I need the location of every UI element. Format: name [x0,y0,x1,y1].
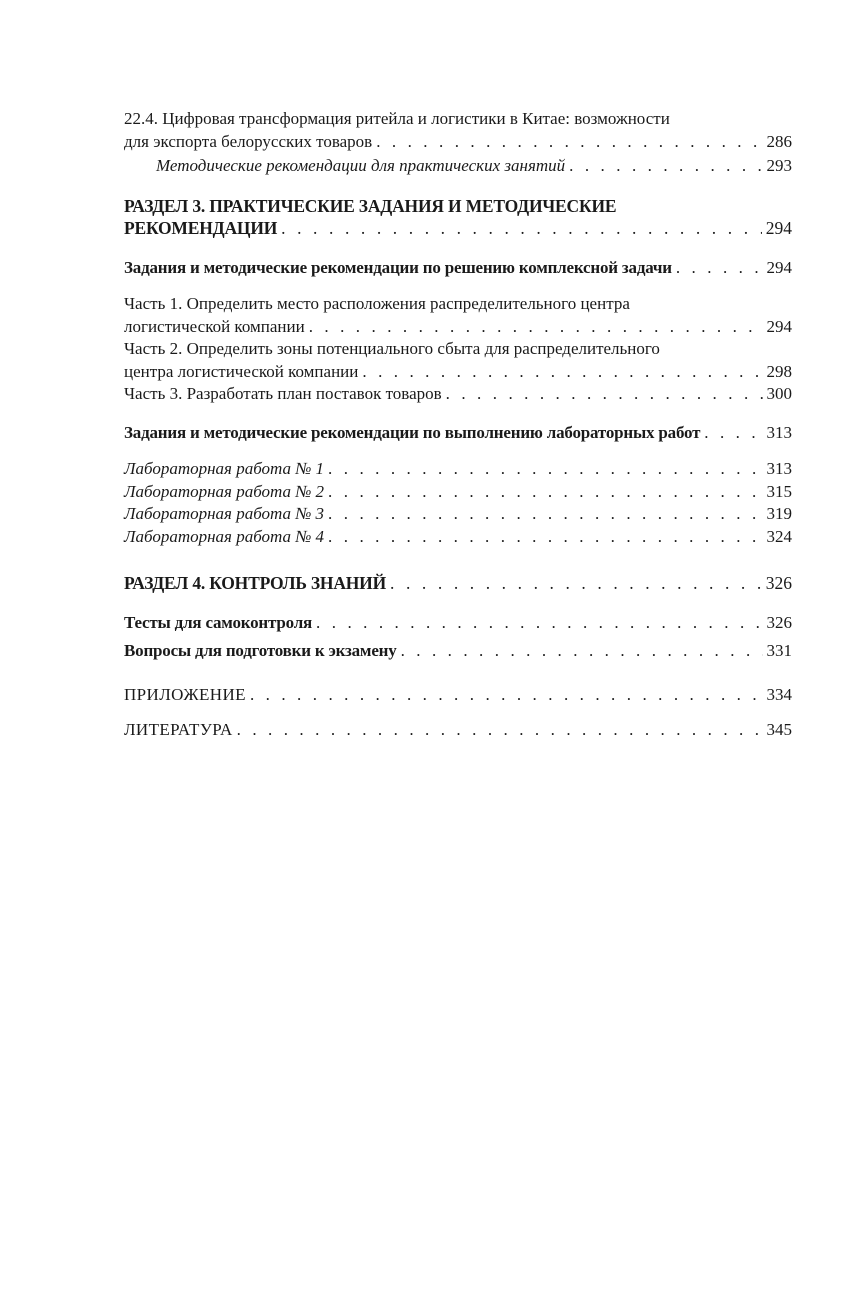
table-of-contents [124,108,792,742]
dot-leader [328,481,762,504]
toc-entry-line: 22.4. Цифровая трансформация ритейла и логистики в Китае: возможности [124,109,670,128]
page-number: 286 [766,131,792,151]
dot-leader [446,383,763,406]
toc-entry-section-4 [124,572,792,595]
page-number: 313 [766,459,792,478]
dot-leader [401,640,763,663]
toc-entry-exam-questions [124,640,792,663]
toc-entry-title: Методические рекомендации для практических занятий [156,156,566,175]
dot-leader [390,572,762,595]
dot-leader [281,217,762,240]
toc-entry-title: Лабораторная работа № 4 [124,526,325,546]
toc-entry-lab-tasks [124,422,792,445]
dot-leader [328,503,762,526]
dot-leader [569,155,762,178]
dot-leader [237,719,763,742]
toc-entry-literature [124,719,792,742]
page-number: 324 [766,526,792,546]
toc-entry-part-1 [124,293,792,338]
toc-entry-title: Вопросы для подготовки к экзамену [124,641,397,660]
toc-entry-line: для экспорта белорусских товаров [124,131,373,151]
toc-entry-lab-1 [124,458,792,481]
toc-entry-complex-task [124,257,792,280]
dot-leader [309,316,763,339]
toc-entry-part-2 [124,338,792,383]
toc-entry-22-4 [124,108,792,153]
toc-entry-lab-3 [124,503,792,526]
page-number: 294 [766,257,792,277]
toc-entry-title: ЛИТЕРАТУРА [124,720,233,739]
toc-entry-guidelines [124,155,792,178]
toc-entry-line: логистической компании [124,316,305,336]
page-number: 300 [766,384,792,403]
dot-leader [316,612,762,635]
page-number: 345 [766,720,792,739]
toc-entry-title: Лабораторная работа № 2 [124,481,325,501]
toc-entry-appendix [124,684,792,707]
dot-leader [328,526,762,549]
toc-entry-title: Задания и методические рекомендации по решению комплексной задачи [124,257,672,277]
toc-entry-lab-4 [124,526,792,549]
page-number: 294 [766,316,792,336]
dot-leader [328,458,762,481]
dot-leader [704,422,762,445]
toc-entry-line: центра логистической компании [124,361,359,381]
page-number: 313 [766,422,792,442]
toc-entry-title: Тесты для самоконтроля [124,612,313,632]
toc-entry-part-3 [124,383,792,406]
page-number: 334 [766,684,792,704]
toc-entry-title: Задания и методические рекомендации по выполнению лабораторных работ [124,422,701,442]
page-number: 293 [766,156,792,175]
toc-entry-line: РАЗДЕЛ 3. ПРАКТИЧЕСКИЕ ЗАДАНИЯ И МЕТОДИЧЕСКИЕ [124,195,617,216]
dot-leader [362,361,762,384]
page-number: 326 [766,612,792,632]
toc-entry-self-tests [124,612,792,635]
page-number: 319 [766,504,792,523]
page-number: 298 [766,361,792,381]
toc-entry-title: Лабораторная работа № 1 [124,459,325,478]
toc-entry-title: РАЗДЕЛ 4. КОНТРОЛЬ ЗНАНИЙ [124,573,387,593]
dot-leader [676,257,763,280]
toc-entry-title: ПРИЛОЖЕНИЕ [124,684,246,704]
dot-leader [376,131,762,154]
toc-entry-line: Часть 2. Определить зоны потенциального сбыта для распределительного [124,339,660,358]
dot-leader [250,684,763,707]
toc-entry-line: Часть 1. Определить место расположения распределительного центра [124,294,630,313]
page-number: 294 [765,218,792,238]
page-number: 326 [765,573,792,593]
toc-entry-section-3 [124,195,792,240]
toc-entry-lab-2 [124,481,792,504]
toc-entry-title: Лабораторная работа № 3 [124,504,325,523]
page-number: 315 [766,481,792,501]
toc-entry-line: РЕКОМЕНДАЦИИ [124,218,278,238]
toc-entry-title: Часть 3. Разработать план поставок товаров [124,384,442,403]
page-number: 331 [766,641,792,660]
